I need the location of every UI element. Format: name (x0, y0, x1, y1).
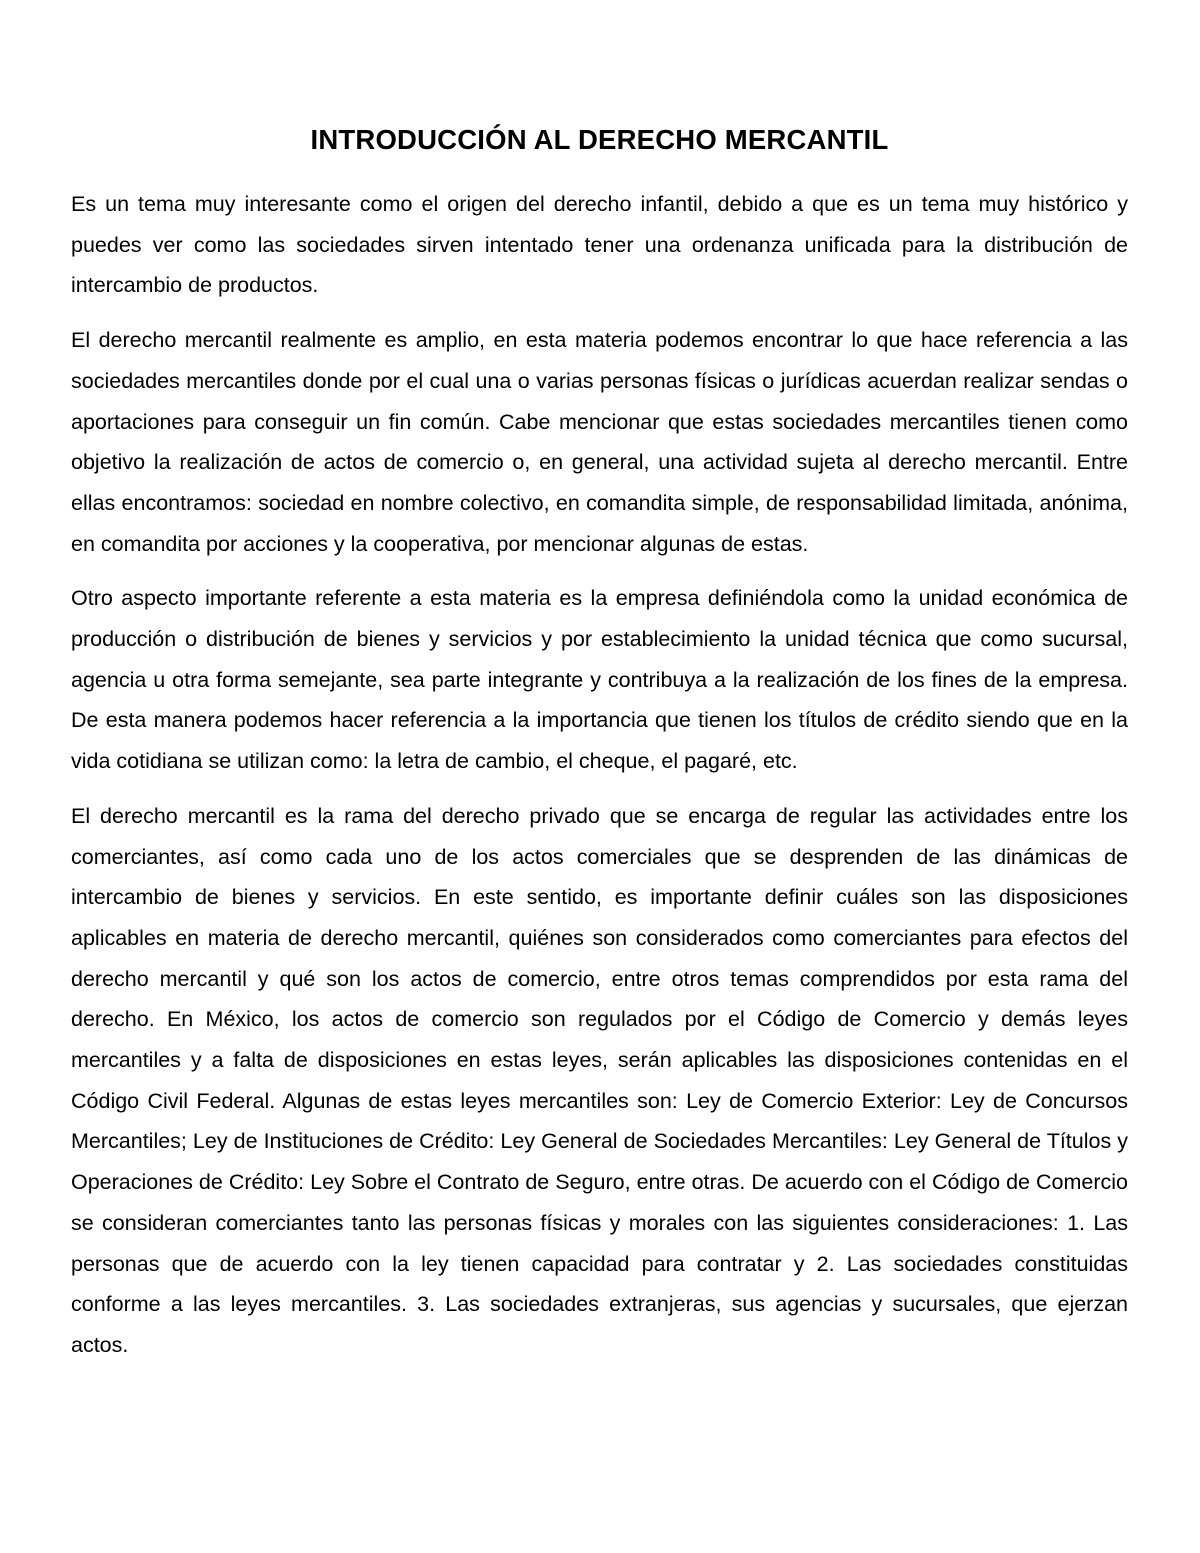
paragraph-1: Es un tema muy interesante como el origen del derecho infantil, debido a que es un tema muy histórico y puedes ver como las sociedades sirven intentado tener una ordenanza unificada para la distribución de intercambio de productos. (71, 192, 1128, 298)
document-title: INTRODUCCIÓN AL DERECHO MERCANTIL (310, 124, 889, 155)
paragraph-3: Otro aspecto importante referente a esta materia es la empresa definiéndola como la unidad económica de producción o distribución de bienes y servicios y por establecimiento la unidad técnica que como sucursal, agencia u otra forma semejante, sea parte integrante y contribuya a la realización de los fines de la empresa. De esta manera podemos hacer referencia a la importancia que tienen los títulos de crédito siendo que en la vida cotidiana se utilizan como: la letra de cambio, el cheque, el pagaré, etc. (71, 586, 1128, 774)
paragraph-2: El derecho mercantil realmente es amplio, en esta materia podemos encontrar lo que hace referencia a las sociedades mercantiles donde por el cual una o varias personas físicas o jurídicas acuerdan realizar sendas o aportaciones para conseguir un fin común. Cabe mencionar que estas sociedades mercantiles tienen como objetivo la realización de actos de comercio o, en general, una actividad sujeta al derecho mercantil. Entre ellas encontramos: sociedad en nombre colectivo, en comandita simple, de responsabilidad limitada, anónima, en comandita por acciones y la cooperativa, por mencionar algunas de estas. (71, 328, 1128, 556)
document-page (71, 118, 1128, 1380)
paragraph-4: El derecho mercantil es la rama del derecho privado que se encarga de regular las actividades entre los comerciantes, así como cada uno de los actos comerciales que se desprenden de las dinámicas de intercambio de bienes y servicios. En este sentido, es importante definir cuáles son las disposiciones aplicables en materia de derecho mercantil, quiénes son considerados como comerciantes para efectos del derecho mercantil y qué son los actos de comercio, entre otros temas comprendidos por esta rama del derecho. En México, los actos de comercio son regulados por el Código de Comercio y demás leyes mercantiles y a falta de disposiciones en estas leyes, serán aplicables las disposiciones contenidas en el Código Civil Federal. Algunas de estas leyes mercantiles son: Ley de Comercio Exterior: Ley de Concursos Mercantiles; Ley de Instituciones de Crédito: Ley General de Sociedades Mercantiles: Ley General de Títulos y Operaciones de Crédito: Ley Sobre el Contrato de Seguro, entre otras. De acuerdo con el Código de Comercio se consideran comerciantes tanto las personas físicas y morales con las siguientes consideraciones: 1. Las personas que de acuerdo con la ley tienen capacidad para contratar y 2. Las sociedades constituidas conforme a las leyes mercantiles. 3. Las sociedades extranjeras, sus agencias y sucursales, que ejerzan actos. (71, 803, 1128, 1357)
